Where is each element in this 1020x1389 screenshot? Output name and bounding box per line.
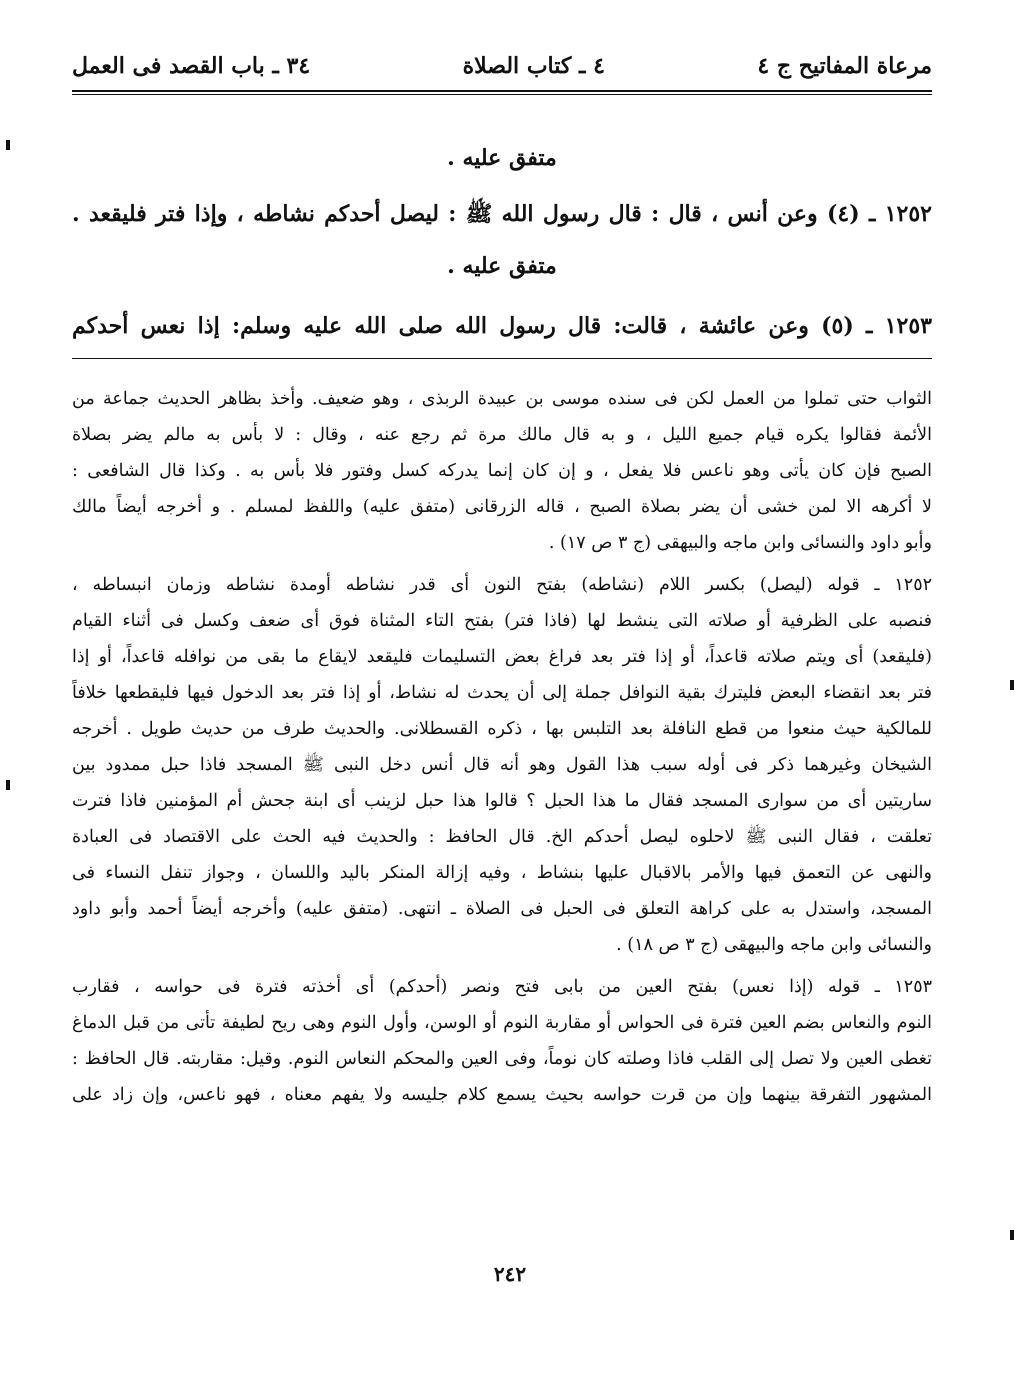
bab-title: ٣٤ ـ باب القصد فى العمل (72, 53, 311, 79)
scan-mark (6, 140, 10, 150)
header-rule (72, 90, 932, 92)
hadith-line: ١٢٥٣ ـ (٥) وعن عائشة ، قالت: قال رسول الله صلى الله عليه وسلم: إذا نعس أحدكم (72, 313, 932, 339)
commentary-line: النوم والنعاس بضم العين فترة فى الحواس أو مقاربة النوم أو الوسن، وأول النوم وهى ريح لطيفة تأتى من قبل الدماغ (72, 1013, 932, 1033)
scan-mark (1010, 680, 1014, 690)
hadith-line: متفق عليه . (447, 145, 557, 171)
commentary-line: الأئمة فقالوا يكره قيام جميع الليل ، و به قال مالك مرة ثم رجع عنه ، وقال : لا بأس به مالم يضر بصلاة (72, 425, 932, 445)
commentary-line: للمالكية حيث منعوا من قطع النافلة بعد التلبس بها ، ذكره القسطلانى. والحديث طرف من حديث طويل . أخرجه (72, 719, 932, 739)
commentary-line: الشيخان وغيرهما ذكر فى أوله سبب هذا القول وهو أنه قال أنس دخل النبى ﷺ المسجد فاذا حبل ممدود بين (72, 755, 932, 775)
scan-mark (6, 780, 10, 790)
commentary-line: ساريتين أى من سوارى المسجد فقال ما هذا الحبل ؟ قالوا هذا حبل لزينب أى ابنة جحش أم المؤمنين فاذا فترت (72, 791, 932, 811)
commentary-line: تعلقت ، فقال النبى ﷺ لاحلوه ليصل أحدكم الخ. قال الحافظ : والحديث فيه الحث على الاقتصاد فى العبادة (72, 827, 932, 847)
header-rule-thin (72, 94, 932, 95)
commentary-line: لا أكرهه الا لمن خشى أن يضر بصلاة الصبح ، قاله الزرقانى (متفق عليه) واللفظ لمسلم . و أخرجه أيضاً مالك (72, 497, 932, 517)
commentary-line: فنصبه على الظرفية أو صلاته التى ينشط لها (فاذا فتر) بفتح التاء المثناة فوق أى ضعف وكسل فى أثناء القيام (72, 611, 932, 631)
commentary-separator (72, 358, 932, 359)
hadith-line: متفق عليه . (447, 253, 557, 279)
commentary-line: وأبو داود والنسائى وابن ماجه والبيهقى (ج ٣ ص ١٧) . (548, 533, 932, 553)
commentary-line: والنهى عن التعمق فيها والأمر بالاقبال عليها بنشاط ، وفيه إزالة المنكر باليد واللسان ، وجواز تنفل النساء فى (72, 863, 932, 883)
commentary-line: الثواب حتى تملوا من العمل لكن فى سنده موسى بن عبيدة الربذى ، وهو ضعيف. وأخذ بظاهر الحديث جماعة من (72, 389, 932, 409)
commentary-line: المشهور التفرقة بينهما وإن من قرت حواسه بحيث يسمع كلام جليسه ولا يفهم معناه ، فهو ناعس، وإن زاد على (72, 1085, 932, 1105)
commentary-line: تغطى العين ولا تصل إلى القلب فاذا وصلته كان نوماً، وفى العين والمحكم النعاس النوم. وقيل: مقاربته. قال الحافظ : (72, 1049, 932, 1069)
commentary-line: فتر بعد انقضاء البعض فليترك بقية النوافل جملة إلى أن يحدث له نشاط، أو إذا فتر بعد الدخول فيها فليقطعها خلافاً (72, 683, 932, 703)
commentary-line: ١٢٥٣ ـ قوله (إذا نعس) بفتح العين من بابى فتح ونصر (أحدكم) أى أخذته فترة فى حواسه ، فقارب (72, 977, 932, 997)
commentary-line: ١٢٥٢ ـ قوله (ليصل) بكسر اللام (نشاطه) بفتح النون أى قدر نشاطه أومدة نشاطه وزمان انبساطه ، (72, 575, 932, 595)
scan-mark (1010, 1230, 1014, 1240)
commentary-line: (فليقعد) أى ويتم صلاته قاعداً، أو إذا فتر بعد فراغ بعض التسليمات فليقعد لايقاع ما بقى من نوافله قاعداً، أو إذا (72, 647, 932, 667)
commentary-line: الصبح فإن كان يأتى وهو ناعس فلا يفعل ، و إن كان إنما يدركه كسل وفتور فلا بأس به . وكذا قال الشافعى : (72, 461, 932, 481)
page-number: ٢٤٢ (493, 1262, 527, 1286)
running-header (72, 46, 932, 86)
book-title: مرعاة المفاتيح ج ٤ (757, 53, 932, 79)
kitab-title: ٤ ـ كتاب الصلاة (462, 53, 605, 79)
commentary-line: المسجد، واستدل به على كراهة التعلق فى الحبل فى الصلاة ـ انتهى. (متفق عليه) وأخرجه أيضاً أحمد وأبو داود (72, 899, 932, 919)
hadith-line: ١٢٥٢ ـ (٤) وعن أنس ، قال : قال رسول الله ﷺ : ليصل أحدكم نشاطه ، وإذا فتر فليقعد . (72, 201, 932, 227)
commentary-line: والنسائى وابن ماجه والبيهقى (ج ٣ ص ١٨) . (616, 935, 932, 955)
